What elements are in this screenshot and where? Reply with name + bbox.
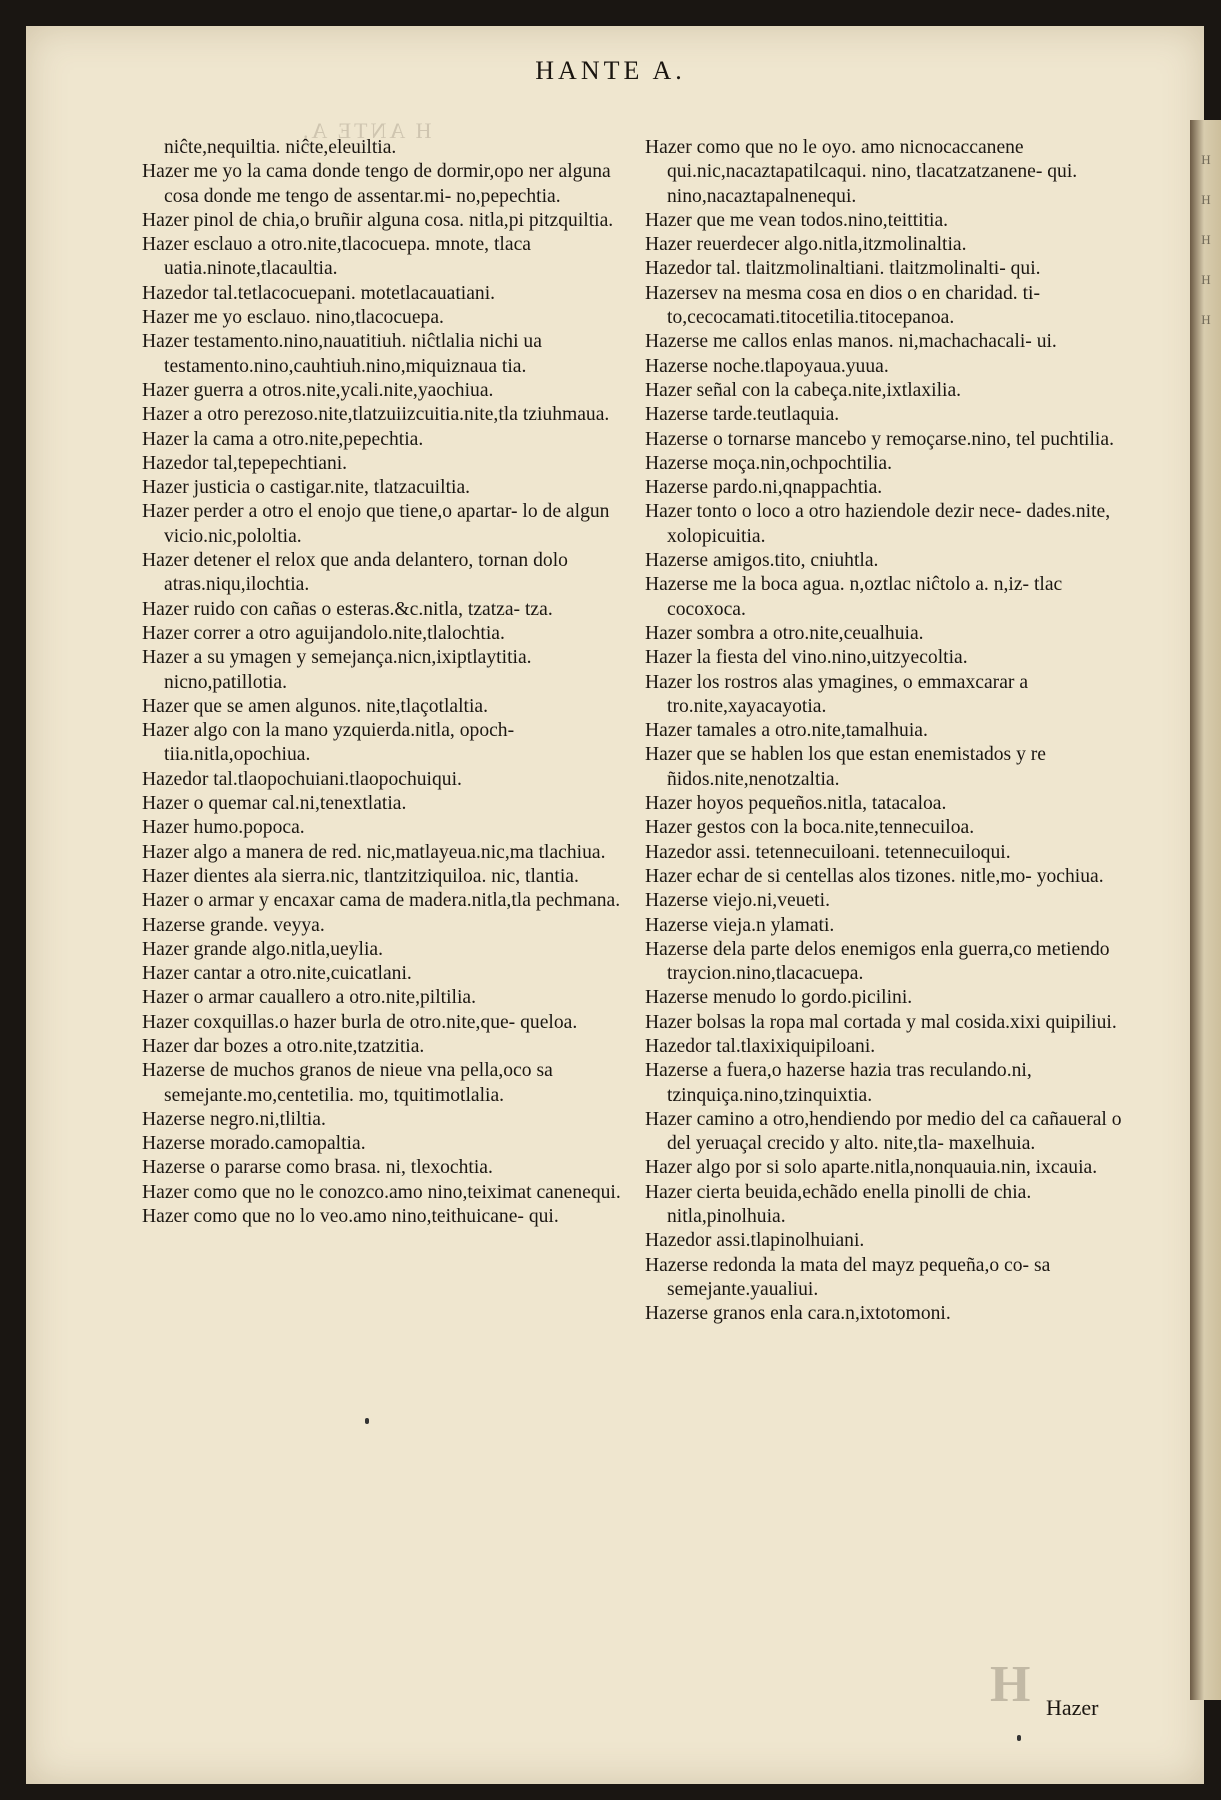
dictionary-entry: Hazer sombra a otro.nite,ceualhuia.: [645, 622, 924, 644]
dictionary-entry: Hazer testamento.nino,nauatitiuh. niĉtlalia nichi ua testamento.nino,cauhtiuh.nino,miquiznaua tia.: [142, 331, 542, 377]
dictionary-entry: Hazer grande algo.nitla,ueylia.: [142, 938, 383, 960]
dictionary-entry: Hazer hoyos pequeños.nitla, tatacaloa.: [645, 793, 947, 815]
dictionary-entry: Hazerse menudo lo gordo.picilini.: [645, 987, 913, 1009]
dictionary-entry: Hazerse o pararse como brasa. ni, tlexochtia.: [142, 1157, 493, 1179]
dictionary-entry: Hazer detener el relox que anda delantero, tornan dolo atras.niqu,ilochtia.: [142, 550, 568, 596]
dictionary-entry: Hazer señal con la cabeça.nite,ixtlaxilia.: [645, 379, 962, 401]
dictionary-entry: Hazerse tarde.teutlaquia.: [645, 404, 840, 426]
dictionary-entry: Hazer o quemar cal.ni,tenextlatia.: [142, 793, 407, 815]
dictionary-entry: Hazerse morado.camopaltia.: [142, 1133, 366, 1155]
dictionary-entry: Hazerse granos enla cara.n,ixtotomoni.: [645, 1303, 951, 1325]
dictionary-entry: Hazer guerra a otros.nite,ycali.nite,yaochiua.: [142, 379, 494, 401]
dictionary-entry: Hazer gestos con la boca.nite,tennecuiloa.: [645, 817, 975, 839]
dictionary-entry: Hazerse o tornarse mancebo y remoçarse.nino, tel puchtilia.: [645, 428, 1114, 450]
dictionary-entry: Hazer cierta beuida,echãdo enella pinolli de chia. nitla,pinolhuia.: [645, 1181, 1032, 1228]
dictionary-entry: Hazer algo con la mano yzquierda.nitla, opoch- tiia.nitla,opochiua.: [142, 720, 515, 766]
dictionary-entry: Hazer o armar cauallero a otro.nite,piltilia.: [142, 987, 477, 1009]
dictionary-entry: Hazedor tal. tlaitzmolinaltiani. tlaitzmolinalti- qui.: [645, 258, 1041, 280]
dictionary-entry: Hazer correr a otro aguijandolo.nite,tlalochtia.: [142, 622, 505, 644]
show-through-text: H ANTE A.: [300, 118, 432, 143]
dictionary-entry: Hazer algo por si solo aparte.nitla,nonquauia.nin, ixcauia.: [645, 1157, 1098, 1179]
dictionary-entry: Hazer a otro perezoso.nite,tlatzuiizcuitia.nite,tla tziuhmaua.: [142, 404, 610, 426]
running-head: HANTE A.: [535, 56, 686, 85]
dictionary-entry: Hazersev na mesma cosa en dios o en charidad. ti- to,cecocamati.titocetilia.titocepanoa.: [645, 282, 1040, 329]
dictionary-entry: Hazedor assi. tetennecuiloani. tetennecuiloqui.: [645, 841, 1011, 863]
dictionary-entry: Hazer pinol de chia,o bruñir alguna cosa. nitla,pi pitzquiltia.: [142, 209, 614, 231]
dictionary-entry: Hazerse moça.nin,ochpochtilia.: [645, 452, 892, 474]
dictionary-entry: Hazer a su ymagen y semejança.nicn,ixiptlaytitia. nicno,patillotia.: [142, 647, 532, 693]
dictionary-entry: Hazer como que no le conozco.amo nino,teiximat canenequi.: [142, 1181, 621, 1203]
dictionary-entry: Hazer camino a otro,hendiendo por medio del ca cañaueral o del yeruaçal crecido y alto. nite,tla- maxelhuia.: [645, 1108, 1122, 1155]
dictionary-entry: Hazerse amigos.tito, cniuhtla.: [645, 550, 879, 572]
dictionary-entry: Hazedor tal.tlaxixiquipiloani.: [645, 1035, 876, 1057]
dictionary-entry: Hazerse me la boca agua. n,oztlac niĉtolo a. n,iz- tlac cocoxoca.: [645, 574, 1063, 620]
dictionary-entry: Hazerse pardo.ni,qnappachtia.: [645, 477, 883, 499]
dictionary-entry: Hazerse redonda la mata del mayz pequeña,o co- sa semejante.yaualiui.: [645, 1254, 1051, 1300]
show-through-initial: H: [990, 1656, 1031, 1713]
ink-blot: [365, 1418, 369, 1424]
dictionary-entry: Hazerse grande. veyya.: [142, 914, 325, 936]
dictionary-entry: Hazer que me vean todos.nino,teittitia.: [645, 209, 949, 231]
dictionary-entry: Hazedor tal.tlaopochuiani.tlaopochuiqui.: [142, 768, 462, 790]
dictionary-entry: Hazedor tal,tepepechtiani.: [142, 452, 348, 474]
dictionary-entry: Hazer echar de si centellas alos tizones. nitle,mo- yochiua.: [645, 865, 1104, 887]
dictionary-entry: Hazer que se hablen los que estan enemistados y re ñidos.nite,nenotzaltia.: [645, 744, 1046, 790]
dictionary-entry: Hazer me yo la cama donde tengo de dormir,opo ner alguna cosa donde me tengo de assentar.mi- no,pepechtia.: [142, 161, 611, 207]
dictionary-entry: Hazedor assi.tlapinolhuiani.: [645, 1230, 865, 1252]
dictionary-entry: Hazer la fiesta del vino.nino,uitzyecoltia.: [645, 647, 968, 669]
dictionary-entry: Hazer tonto o loco a otro haziendole dezir nece- dades.nite, xolopicuitia.: [645, 501, 1111, 547]
dictionary-entry: Hazerse de muchos granos de nieue vna pella,oco sa semejante.mo,centetilia. mo, tquitimotlalia.: [142, 1060, 553, 1106]
dictionary-entry: Hazerse me callos enlas manos. ni,machachacali- ui.: [645, 331, 1057, 353]
dictionary-entry: Hazer humo.popoca.: [142, 817, 305, 839]
dictionary-entry: Hazer perder a otro el enojo que tiene,o apartar- lo de algun vicio.nic,pololtia.: [142, 501, 610, 547]
dictionary-entry: Hazerse a fuera,o hazerse hazia tras reculando.ni, tzinquiça.nino,tzinquixtia.: [645, 1060, 1032, 1106]
dictionary-entry: Hazerse viejo.ni,veueti.: [645, 890, 830, 912]
dictionary-entry: Hazer reuerdecer algo.nitla,itzmolinaltia.: [645, 234, 967, 256]
dictionary-entry: Hazerse noche.tlapoyaua.yuua.: [645, 355, 889, 377]
dictionary-entry: Hazer ruido con cañas o esteras.&c.nitla, tzatza- tza.: [142, 598, 553, 620]
dictionary-entry: Hazer coxquillas.o hazer burla de otro.nite,que- queloa.: [142, 1011, 578, 1033]
dictionary-entry: Hazer cantar a otro.nite,cuicatlani.: [142, 963, 412, 985]
left-column: [142, 136, 622, 1229]
dictionary-entry: Hazer o armar y encaxar cama de madera.nitla,tla pechmana.: [142, 890, 621, 912]
ink-mark: [1017, 1735, 1021, 1741]
dictionary-entry: Hazer los rostros alas ymagines, o emmaxcarar a tro.nite,xayacayotia.: [645, 671, 1029, 717]
dictionary-entry: Hazer que se amen algunos. nite,tlaçotlaltia.: [142, 695, 489, 717]
right-column: [645, 136, 1145, 1327]
dictionary-entry: Hazerse vieja.n ylamati.: [645, 914, 835, 936]
facing-page-margin-text: H H H H H: [1201, 152, 1211, 327]
dictionary-entry: Hazer me yo esclauo. nino,tlacocuepa.: [142, 307, 444, 329]
dictionary-entry: niĉte,nequiltia. niĉte,eleuiltia.: [164, 137, 397, 158]
dictionary-entry: Hazer como que no le oyo. amo nicnocaccanene qui.nic,nacaztapatilcaqui. nino, tlacatzatzanene- qui. nino,nacaztapalnenequi.: [645, 137, 1078, 207]
dictionary-entry: Hazer esclauo a otro.nite,tlacocuepa. mnote, tlaca uatia.ninote,tlacaultia.: [142, 234, 531, 280]
dictionary-entry: Hazer bolsas la ropa mal cortada y mal cosida.xixi quipiliui.: [645, 1011, 1117, 1033]
dictionary-entry: Hazerse negro.ni,tliltia.: [142, 1108, 326, 1130]
dictionary-entry: Hazer dar bozes a otro.nite,tzatzitia.: [142, 1035, 425, 1057]
dictionary-entry: Hazedor tal.tetlacocuepani. motetlacauatiani.: [142, 282, 496, 304]
dictionary-entry: Hazer algo a manera de red. nic,matlayeua.nic,ma tlachiua.: [142, 841, 606, 863]
catchword: Hazer: [1046, 1695, 1099, 1720]
dictionary-entry: Hazer la cama a otro.nite,pepechtia.: [142, 428, 424, 450]
dictionary-entry: Hazerse dela parte delos enemigos enla guerra,co metiendo traycion.nino,tlacacuepa.: [645, 938, 1110, 985]
dictionary-entry: Hazer tamales a otro.nite,tamalhuia.: [645, 720, 928, 742]
dictionary-entry: Hazer como que no lo veo.amo nino,teithuicane- qui.: [142, 1206, 559, 1228]
dictionary-entry: Hazer dientes ala sierra.nic, tlantzitziquiloa. nic, tlantia.: [142, 865, 579, 887]
dictionary-entry: Hazer justicia o castigar.nite, tlatzacuiltia.: [142, 477, 471, 499]
